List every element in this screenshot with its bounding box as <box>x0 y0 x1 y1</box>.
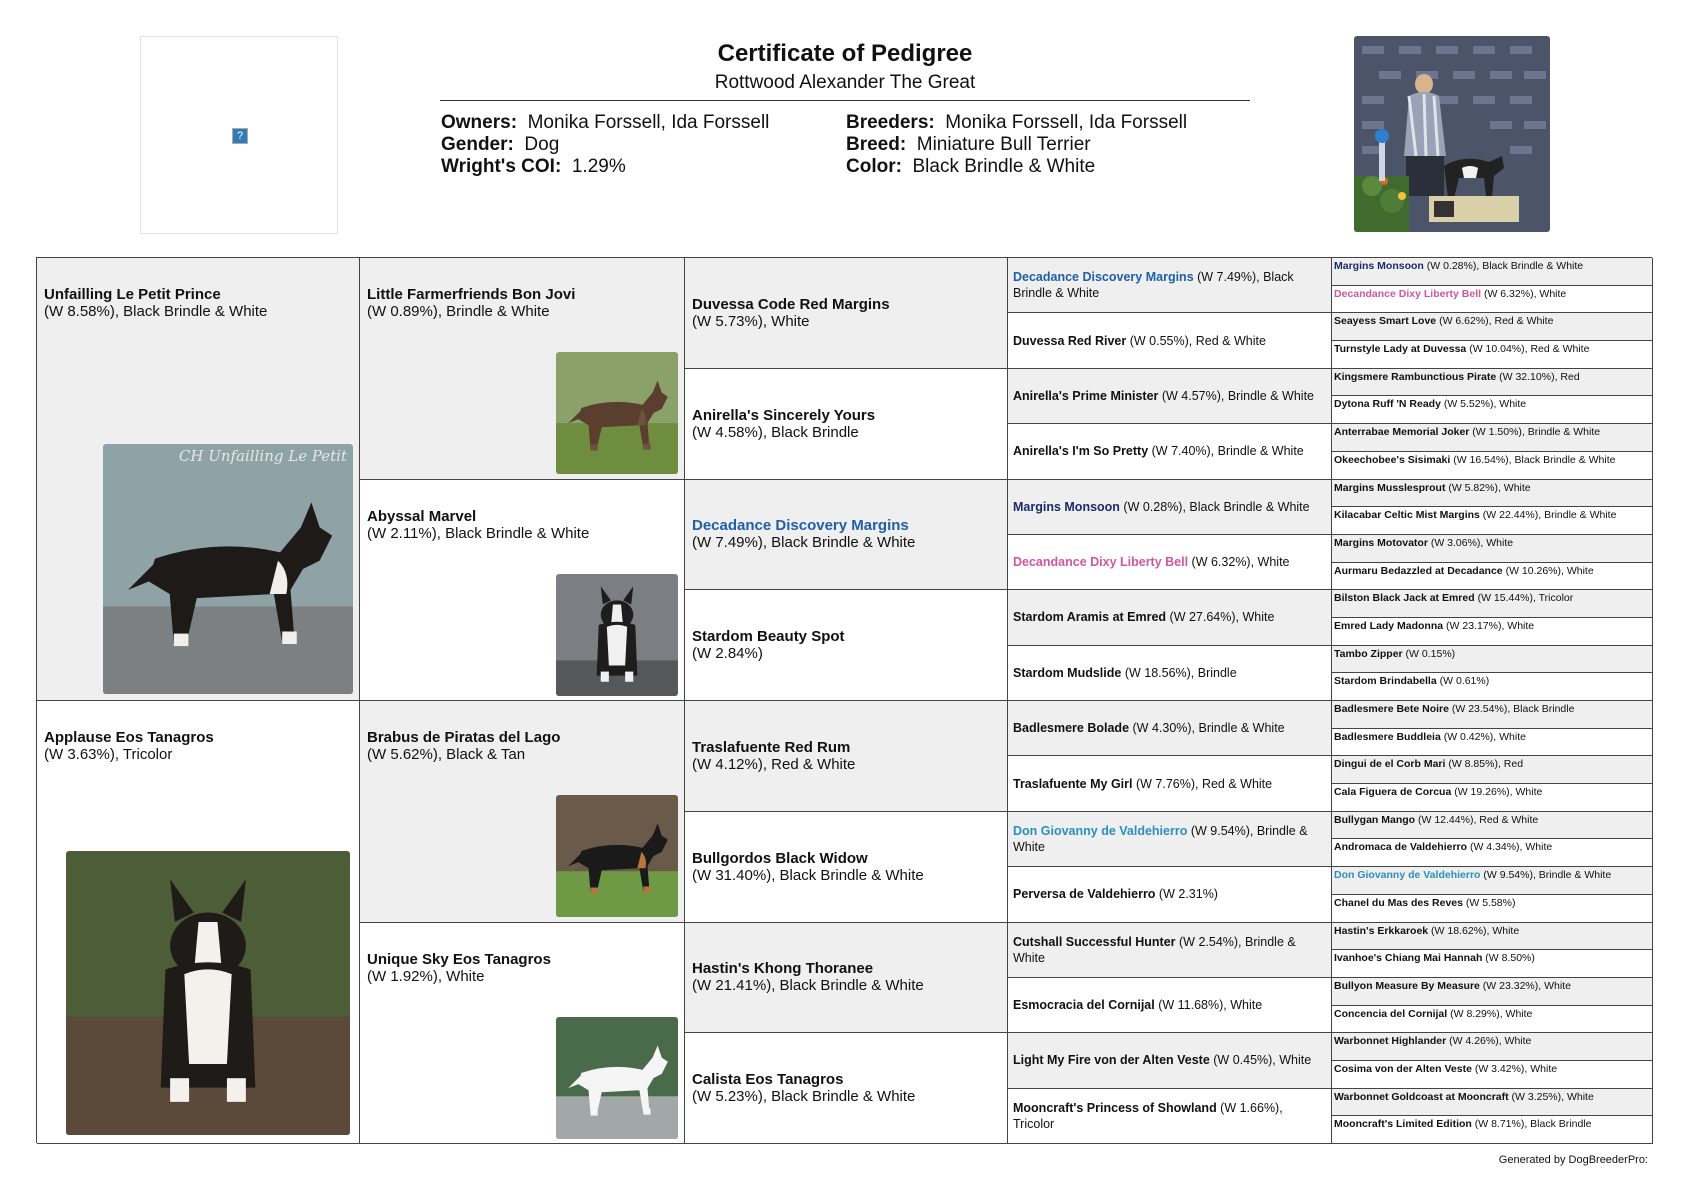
ancestor-name[interactable]: Hastin's Khong Thoranee <box>692 960 874 978</box>
gen3-ancestor-5 <box>685 701 1008 812</box>
gen5-ancestor-12 <box>1332 563 1653 591</box>
ancestor-details: (W 8.58%), Black Brindle & White <box>44 303 268 320</box>
ancestor-name[interactable]: Traslafuente My Girl <box>1013 776 1133 791</box>
ancestor-name[interactable]: Perversa de Valdehierro <box>1013 887 1156 902</box>
ancestor-name[interactable]: Tambo Zipper <box>1334 647 1403 660</box>
owners-label: Owners: <box>441 112 518 133</box>
ancestor-details: (W 1.92%), White <box>367 967 485 985</box>
gen5-ancestor-9 <box>1332 480 1653 508</box>
ancestor-name[interactable]: Warbonnet Highlander <box>1334 1035 1447 1048</box>
gen5-ancestor-24 <box>1332 895 1653 923</box>
ancestor-name[interactable]: Duvessa Red River <box>1013 333 1127 348</box>
gen5-ancestor-15 <box>1332 646 1653 674</box>
ancestor-details: (W 5.62%), Black & Tan <box>367 746 526 763</box>
ancestor-details: (W 5.52%), White <box>1440 398 1527 411</box>
ancestor-details: (W 23.17%), White <box>1443 619 1535 632</box>
ancestor-details: (W 0.89%), Brindle & White <box>367 303 550 320</box>
gen3-ancestor-4 <box>685 590 1008 701</box>
ancestor-name[interactable]: Chanel du Mas des Reves <box>1334 896 1463 909</box>
gen5-ancestor-7 <box>1332 424 1653 452</box>
ancestor-name[interactable]: Cala Figuera de Corcua <box>1334 786 1452 799</box>
ancestor-details: (W 6.62%), Red & White <box>1436 315 1554 328</box>
ancestor-details: (W 0.28%), Black Brindle & White <box>1423 260 1584 272</box>
ancestor-name[interactable]: Unfailling Le Petit Prince <box>44 286 221 303</box>
gen5-ancestor-11 <box>1332 535 1653 563</box>
gen3-ancestor-6 <box>685 812 1008 923</box>
gen5-ancestor-13 <box>1332 590 1653 618</box>
ancestor-name[interactable]: Brabus de Piratas del Lago <box>367 729 561 746</box>
dog-show-photo <box>1354 36 1550 232</box>
pedigree-table <box>36 257 1652 1143</box>
ancestor-name[interactable]: Anirella's Sincerely Yours <box>692 406 876 424</box>
ancestor-name[interactable]: Esmocracia del Cornijal <box>1013 998 1155 1013</box>
ancestor-details: (W 4.12%), Red & White <box>692 755 856 773</box>
gen5-ancestor-6 <box>1332 396 1653 424</box>
ancestor-details: (W 9.54%), Brindle & White <box>1480 869 1612 882</box>
ancestor-details: (W 10.26%), White <box>1502 564 1594 577</box>
gen2-photo-3 <box>556 795 678 917</box>
ancestor-name[interactable]: Don Giovanny de Valdehierro <box>1013 823 1188 838</box>
ancestor-name[interactable]: Kilacabar Celtic Mist Margins <box>1334 509 1480 522</box>
ancestor-name[interactable]: Abyssal Marvel <box>367 507 477 525</box>
page-title: Certificate of Pedigree <box>717 40 973 67</box>
ancestor-details: (W 8.85%), Red <box>1445 758 1524 771</box>
ancestor-name[interactable]: Stardom Beauty Spot <box>692 628 845 646</box>
ancestor-details: (W 19.26%), White <box>1451 786 1543 799</box>
ancestor-name[interactable]: Decadance Discovery Margins <box>1013 270 1194 285</box>
gen4-ancestor-14 <box>1008 978 1332 1033</box>
ancestor-details: (W 18.62%), White <box>1428 924 1520 937</box>
ancestor-name[interactable]: Duvessa Code Red Margins <box>692 295 890 313</box>
gen5-ancestor-27 <box>1332 978 1653 1006</box>
gender-value: Dog <box>524 134 560 155</box>
ancestor-name[interactable]: Applause Eos Tanagros <box>44 729 214 746</box>
gen4-ancestor-15 <box>1008 1033 1332 1088</box>
gen3-ancestor-7 <box>685 923 1008 1034</box>
info-right <box>846 112 1187 178</box>
gen5-ancestor-22 <box>1332 839 1653 867</box>
gen5-ancestor-31 <box>1332 1089 1653 1117</box>
ancestor-name[interactable]: Anirella's I'm So Pretty <box>1013 444 1149 459</box>
gen5-ancestor-2 <box>1332 286 1653 314</box>
color-label: Color: <box>846 156 902 177</box>
gen4-ancestor-5 <box>1008 480 1332 535</box>
ancestor-name[interactable]: Concencia del Cornijal <box>1334 1007 1448 1020</box>
ancestor-name[interactable]: Stardom Aramis at Emred <box>1013 610 1167 625</box>
gen5-ancestor-10 <box>1332 507 1653 535</box>
coi-label: Wright's COI: <box>441 156 562 177</box>
ancestor-details: (W 0.42%), White <box>1440 730 1526 743</box>
ancestor-details: (W 18.56%), Brindle <box>1121 665 1237 680</box>
ancestor-details: (W 0.45%), White <box>1209 1053 1312 1068</box>
ancestor-details: (W 9.54%), Brindle & White <box>1013 823 1308 854</box>
ancestor-details: (W 6.32%), White <box>1481 287 1567 300</box>
owners-value: Monika Forssell, Ida Forssell <box>527 112 770 133</box>
ancestor-details: (W 3.42%), White <box>1471 1062 1558 1075</box>
ancestor-details: (W 5.58%) <box>1462 896 1516 909</box>
gen3-ancestor-1 <box>685 258 1008 369</box>
ancestor-details: (W 6.32%), White <box>1188 555 1290 570</box>
ancestor-details: (W 7.49%), Black Brindle & White <box>692 534 916 552</box>
ancestor-name[interactable]: Margins Musslesprout <box>1334 481 1446 494</box>
gen5-ancestor-4 <box>1332 341 1653 369</box>
ancestor-details: (W 2.31%) <box>1155 887 1218 902</box>
gen5-ancestor-20 <box>1332 784 1653 812</box>
breeders-label: Breeders: <box>846 112 935 133</box>
ancestor-details: (W 22.44%), Brindle & White <box>1479 509 1617 522</box>
ancestor-name[interactable]: Margins Monsoon <box>1013 499 1120 514</box>
ancestor-name[interactable]: Bullyon Measure By Measure <box>1334 979 1480 992</box>
ancestor-name[interactable]: Calista Eos Tanagros <box>692 1071 844 1089</box>
ancestor-name[interactable]: Seayess Smart Love <box>1334 315 1437 328</box>
ancestor-name[interactable]: Traslafuente Red Rum <box>692 738 851 756</box>
ancestor-name[interactable]: Andromaca de Valdehierro <box>1334 841 1468 854</box>
gen2-photo-1 <box>556 352 678 474</box>
ancestor-details: (W 0.28%), Black Brindle & White <box>1119 499 1310 514</box>
ancestor-details: (W 3.06%), White <box>1427 536 1514 549</box>
ancestor-details: (W 4.30%), Brindle & White <box>1129 721 1285 736</box>
ancestor-name[interactable]: Dytona Ruff 'N Ready <box>1334 398 1441 411</box>
ancestor-details: (W 5.82%), White <box>1445 481 1531 494</box>
ancestor-name[interactable]: Turnstyle Lady at Duvessa <box>1334 343 1467 356</box>
ancestor-details: (W 5.23%), Black Brindle & White <box>692 1088 916 1106</box>
ancestor-details: (W 0.61%) <box>1436 675 1490 688</box>
gen5-ancestor-17 <box>1332 701 1653 729</box>
gen3-ancestor-2 <box>685 369 1008 480</box>
ancestor-details: (W 23.32%), White <box>1479 979 1571 992</box>
breeders-value: Monika Forssell, Ida Forssell <box>945 112 1188 133</box>
ancestor-name[interactable]: Cutshall Successful Hunter <box>1013 934 1176 949</box>
gen2-ancestor-1 <box>360 258 685 480</box>
breed-label: Breed: <box>846 134 907 155</box>
ancestor-details: (W 21.41%), Black Brindle & White <box>692 977 924 995</box>
ancestor-name[interactable]: Bilston Black Jack at Emred <box>1334 592 1475 605</box>
ancestor-details: (W 7.76%), Red & White <box>1132 776 1273 791</box>
ancestor-name[interactable]: Mooncraft's Limited Edition <box>1334 1118 1472 1131</box>
ancestor-details: (W 1.50%), Brindle & White <box>1469 426 1601 439</box>
gen3-ancestor-3 <box>685 480 1008 591</box>
gen2-ancestor-3 <box>360 701 685 923</box>
ancestor-name[interactable]: Hastin's Erkkaroek <box>1334 924 1429 937</box>
ancestor-name[interactable]: Decandance Dixy Liberty Bell <box>1334 287 1482 300</box>
gen4-ancestor-9 <box>1008 701 1332 756</box>
ancestor-name[interactable]: Mooncraft's Princess of Showland <box>1013 1100 1217 1115</box>
ancestor-name[interactable]: Little Farmerfriends Bon Jovi <box>367 286 576 303</box>
ancestor-details: (W 1.66%), Tricolor <box>1013 1100 1283 1131</box>
gen2-ancestor-4 <box>360 923 685 1145</box>
photo-caption: CH Unfailling Le Petit <box>178 447 347 465</box>
ancestor-name[interactable]: Cosima von der Alten Veste <box>1334 1062 1472 1075</box>
certificate-header <box>440 40 1250 177</box>
ancestor-name[interactable]: Bullgordos Black Widow <box>692 849 868 867</box>
gen5-ancestor-23 <box>1332 867 1653 895</box>
gender-label: Gender: <box>441 134 514 155</box>
ancestor-name[interactable]: Bullygan Mango <box>1334 813 1416 826</box>
gen5-ancestor-5 <box>1332 369 1653 397</box>
ancestor-details: (W 8.71%), Black Brindle <box>1471 1118 1592 1131</box>
ancestor-name[interactable]: Kingsmere Rambunctious Pirate <box>1334 370 1497 383</box>
gen4-ancestor-3 <box>1008 369 1332 424</box>
ancestor-name[interactable]: Anterrabae Memorial Joker <box>1334 426 1470 439</box>
gen5-ancestor-18 <box>1332 729 1653 757</box>
logo-placeholder <box>140 36 338 234</box>
gen4-ancestor-11 <box>1008 812 1332 867</box>
gen4-ancestor-4 <box>1008 424 1332 479</box>
ancestor-details: (W 2.11%), Black Brindle & White <box>367 524 590 542</box>
ancestor-name[interactable]: Ivanhoe's Chiang Mai Hannah <box>1334 952 1483 965</box>
ancestor-details: (W 8.50%) <box>1482 952 1535 965</box>
gen5-ancestor-3 <box>1332 313 1653 341</box>
ancestor-details: (W 11.68%), White <box>1154 998 1263 1013</box>
broken-image-icon: ? <box>232 128 248 144</box>
gen4-ancestor-13 <box>1008 923 1332 978</box>
gen1-ancestor-1 <box>37 258 360 701</box>
gen4-ancestor-16 <box>1008 1089 1332 1144</box>
ancestor-details: (W 0.15%) <box>1402 647 1456 660</box>
gen4-ancestor-2 <box>1008 313 1332 368</box>
ancestor-details: (W 31.40%), Black Brindle & White <box>692 866 924 884</box>
ancestor-name[interactable]: Aurmaru Bedazzled at Decadance <box>1334 564 1503 577</box>
ancestor-details: (W 32.10%), Red <box>1496 370 1580 383</box>
ancestor-details: (W 3.63%), Tricolor <box>44 746 173 763</box>
footer-credit: Generated by DogBreederPro: <box>1498 1154 1648 1166</box>
ancestor-name[interactable]: Anirella's Prime Minister <box>1013 388 1159 403</box>
gen5-ancestor-29 <box>1332 1033 1653 1061</box>
ancestor-details: (W 16.54%), Black Brindle & White <box>1450 453 1616 466</box>
gen2-ancestor-2 <box>360 480 685 702</box>
gen4-ancestor-1 <box>1008 258 1332 313</box>
ancestor-details: (W 3.25%), White <box>1508 1090 1594 1103</box>
gen4-ancestor-12 <box>1008 867 1332 922</box>
gen3-ancestor-8 <box>685 1033 1008 1144</box>
ancestor-details: (W 8.29%), White <box>1447 1007 1533 1020</box>
dog-name: Rottwood Alexander The Great <box>440 72 1250 101</box>
gen4-ancestor-10 <box>1008 756 1332 811</box>
ancestor-details: (W 0.55%), Red & White <box>1126 333 1266 348</box>
ancestor-details: (W 23.54%), Black Brindle <box>1448 703 1575 715</box>
ancestor-details: (W 15.44%), Tricolor <box>1474 592 1574 605</box>
ancestor-name[interactable]: Warbonnet Goldcoast at Mooncraft <box>1334 1090 1509 1103</box>
ancestor-details: (W 4.34%), White <box>1467 841 1553 854</box>
gen5-ancestor-8 <box>1332 452 1653 480</box>
ancestor-name[interactable]: Stardom Brindabella <box>1334 675 1437 688</box>
ancestor-name[interactable]: Badlesmere Buddleia <box>1334 730 1441 743</box>
gen5-ancestor-19 <box>1332 756 1653 784</box>
gen5-ancestor-30 <box>1332 1061 1653 1089</box>
gen4-ancestor-8 <box>1008 646 1332 701</box>
ancestor-name[interactable]: Emred Lady Madonna <box>1334 619 1444 632</box>
info-left <box>441 112 769 178</box>
gen5-ancestor-1 <box>1332 258 1653 286</box>
gen5-ancestor-32 <box>1332 1116 1653 1144</box>
ancestor-details: (W 5.73%), White <box>692 312 810 330</box>
color-value: Black Brindle & White <box>912 156 1096 177</box>
dam-photo <box>66 851 350 1135</box>
ancestor-details: (W 4.58%), Black Brindle <box>692 423 859 441</box>
gen5-ancestor-25 <box>1332 923 1653 951</box>
ancestor-details: (W 4.57%), Brindle & White <box>1158 388 1314 403</box>
breed-value: Miniature Bull Terrier <box>916 134 1091 155</box>
sire-photo <box>103 444 353 694</box>
ancestor-name[interactable]: Light My Fire von der Alten Veste <box>1013 1053 1210 1068</box>
ancestor-details: (W 27.64%), White <box>1166 610 1275 625</box>
ancestor-name[interactable]: Badlesmere Bolade <box>1013 721 1130 736</box>
gen5-ancestor-16 <box>1332 673 1653 701</box>
ancestor-name[interactable]: Margins Monsoon <box>1334 260 1424 272</box>
coi-value: 1.29% <box>571 156 626 177</box>
ancestor-name[interactable]: Decadance Discovery Margins <box>692 517 909 535</box>
gen5-ancestor-26 <box>1332 950 1653 978</box>
gen5-ancestor-21 <box>1332 812 1653 840</box>
gen2-photo-4 <box>556 1017 678 1139</box>
ancestor-details: (W 7.49%), Black Brindle & White <box>1013 270 1294 301</box>
gen4-ancestor-7 <box>1008 590 1332 645</box>
ancestor-details: (W 10.04%), Red & White <box>1466 343 1590 356</box>
ancestor-details: (W 12.44%), Red & White <box>1415 813 1539 826</box>
ancestor-name[interactable]: Decandance Dixy Liberty Bell <box>1013 555 1189 570</box>
gen5-ancestor-28 <box>1332 1006 1653 1034</box>
ancestor-name[interactable]: Badlesmere Bete Noire <box>1334 703 1449 715</box>
ancestor-name[interactable]: Unique Sky Eos Tanagros <box>367 950 551 968</box>
gen4-ancestor-6 <box>1008 535 1332 590</box>
ancestor-details: (W 2.54%), Brindle & White <box>1013 934 1296 965</box>
ancestor-name[interactable]: Dingui de el Corb Mari <box>1334 758 1446 771</box>
ancestor-name[interactable]: Okeechobee's Sisimaki <box>1334 453 1451 466</box>
ancestor-details: (W 7.40%), Brindle & White <box>1148 444 1304 459</box>
ancestor-name[interactable]: Stardom Mudslide <box>1013 665 1122 680</box>
gen5-ancestor-14 <box>1332 618 1653 646</box>
gen2-photo-2 <box>556 574 678 696</box>
ancestor-details: (W 2.84%) <box>692 645 763 663</box>
ancestor-name[interactable]: Don Giovanny de Valdehierro <box>1334 869 1481 882</box>
gen1-ancestor-2 <box>37 701 360 1144</box>
ancestor-details: (W 4.26%), White <box>1446 1035 1532 1048</box>
ancestor-name[interactable]: Margins Motovator <box>1334 536 1428 549</box>
